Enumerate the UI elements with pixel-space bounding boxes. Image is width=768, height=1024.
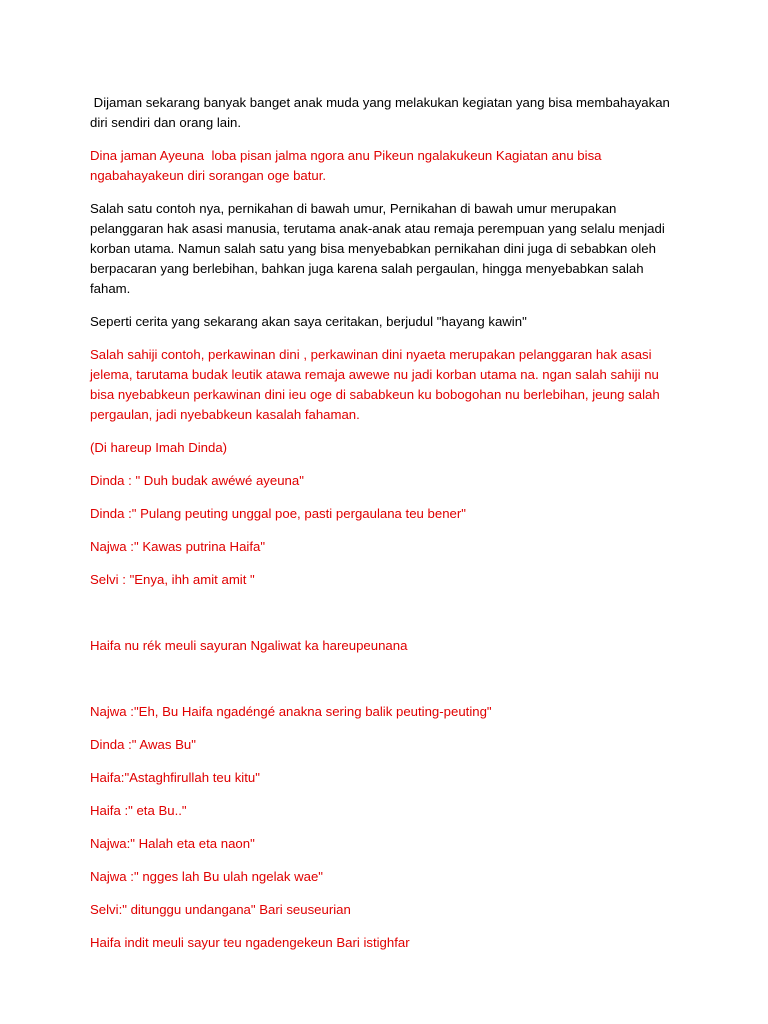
dialogue-line: Selvi:" ditunggu undangana" Bari seuseurian	[90, 902, 351, 917]
narration-line: Haifa nu rék meuli sayuran Ngaliwat ka hareupeunana	[90, 638, 408, 653]
paragraph-intro-sundanese: Dina jaman Ayeuna loba pisan jalma ngora anu Pikeun ngalakukeun Kagiatan anu bisa ngabahayakeun diri sorangan oge batur.	[90, 148, 606, 183]
dialogue-line: Najwa :" ngges lah Bu ulah ngelak wae"	[90, 869, 323, 884]
paragraph-example-sundanese: Salah sahiji contoh, perkawinan dini , perkawinan dini nyaeta merupakan pelanggaran hak asasi jelema, tarutama budak leutik atawa remaja awewe nu jadi korban utama na. ngan salah sahiji nu bisa nyebabkeun perkawinan dini ieu oge di sababkeun ku bobogohan nu berlebihan, jeung salah pergaulan, jadi nyebabkeun kasalah fahaman.	[90, 347, 664, 422]
document-page	[90, 93, 680, 966]
dialogue-line: Haifa:"Astaghfirullah teu kitu"	[90, 770, 260, 785]
narration-line: Haifa indit meuli sayur teu ngadengekeun Bari istighfar	[90, 935, 410, 950]
blank-line	[90, 669, 680, 702]
paragraph-story-title: Seperti cerita yang sekarang akan saya ceritakan, berjudul "hayang kawin"	[90, 314, 527, 329]
dialogue-line: Najwa :"Eh, Bu Haifa ngadéngé anakna sering balik peuting-peuting"	[90, 704, 492, 719]
dialogue-line: Najwa:" Halah eta eta naon"	[90, 836, 255, 851]
dialogue-line: Selvi : "Enya, ihh amit amit "	[90, 572, 255, 587]
dialogue-line: Dinda :" Pulang peuting unggal poe, pasti pergaulana teu bener"	[90, 506, 466, 521]
dialogue-line: Haifa :" eta Bu.."	[90, 803, 187, 818]
scene-heading: (Di hareup Imah Dinda)	[90, 440, 228, 455]
paragraph-intro-indonesian: Dijaman sekarang banyak banget anak muda yang melakukan kegiatan yang bisa membahayakan diri sendiri dan orang lain.	[90, 95, 674, 130]
dialogue-line: Najwa :" Kawas putrina Haifa"	[90, 539, 266, 554]
dialogue-line: Dinda :" Awas Bu"	[90, 737, 196, 752]
dialogue-line: Dinda : " Duh budak awéwé ayeuna"	[90, 473, 304, 488]
paragraph-example-indonesian: Salah satu contoh nya, pernikahan di bawah umur, Pernikahan di bawah umur merupakan pelanggaran hak asasi manusia, terutama anak-anak atau remaja perempuan yang selalu menjadi korban utama. Namun salah satu yang bisa menyebabkan pernikahan dini juga di sebabkan oleh berpacaran yang berlebihan, bahkan juga karena salah pergaulan, hingga menyebabkan salah faham.	[90, 201, 669, 296]
blank-line	[90, 603, 680, 636]
